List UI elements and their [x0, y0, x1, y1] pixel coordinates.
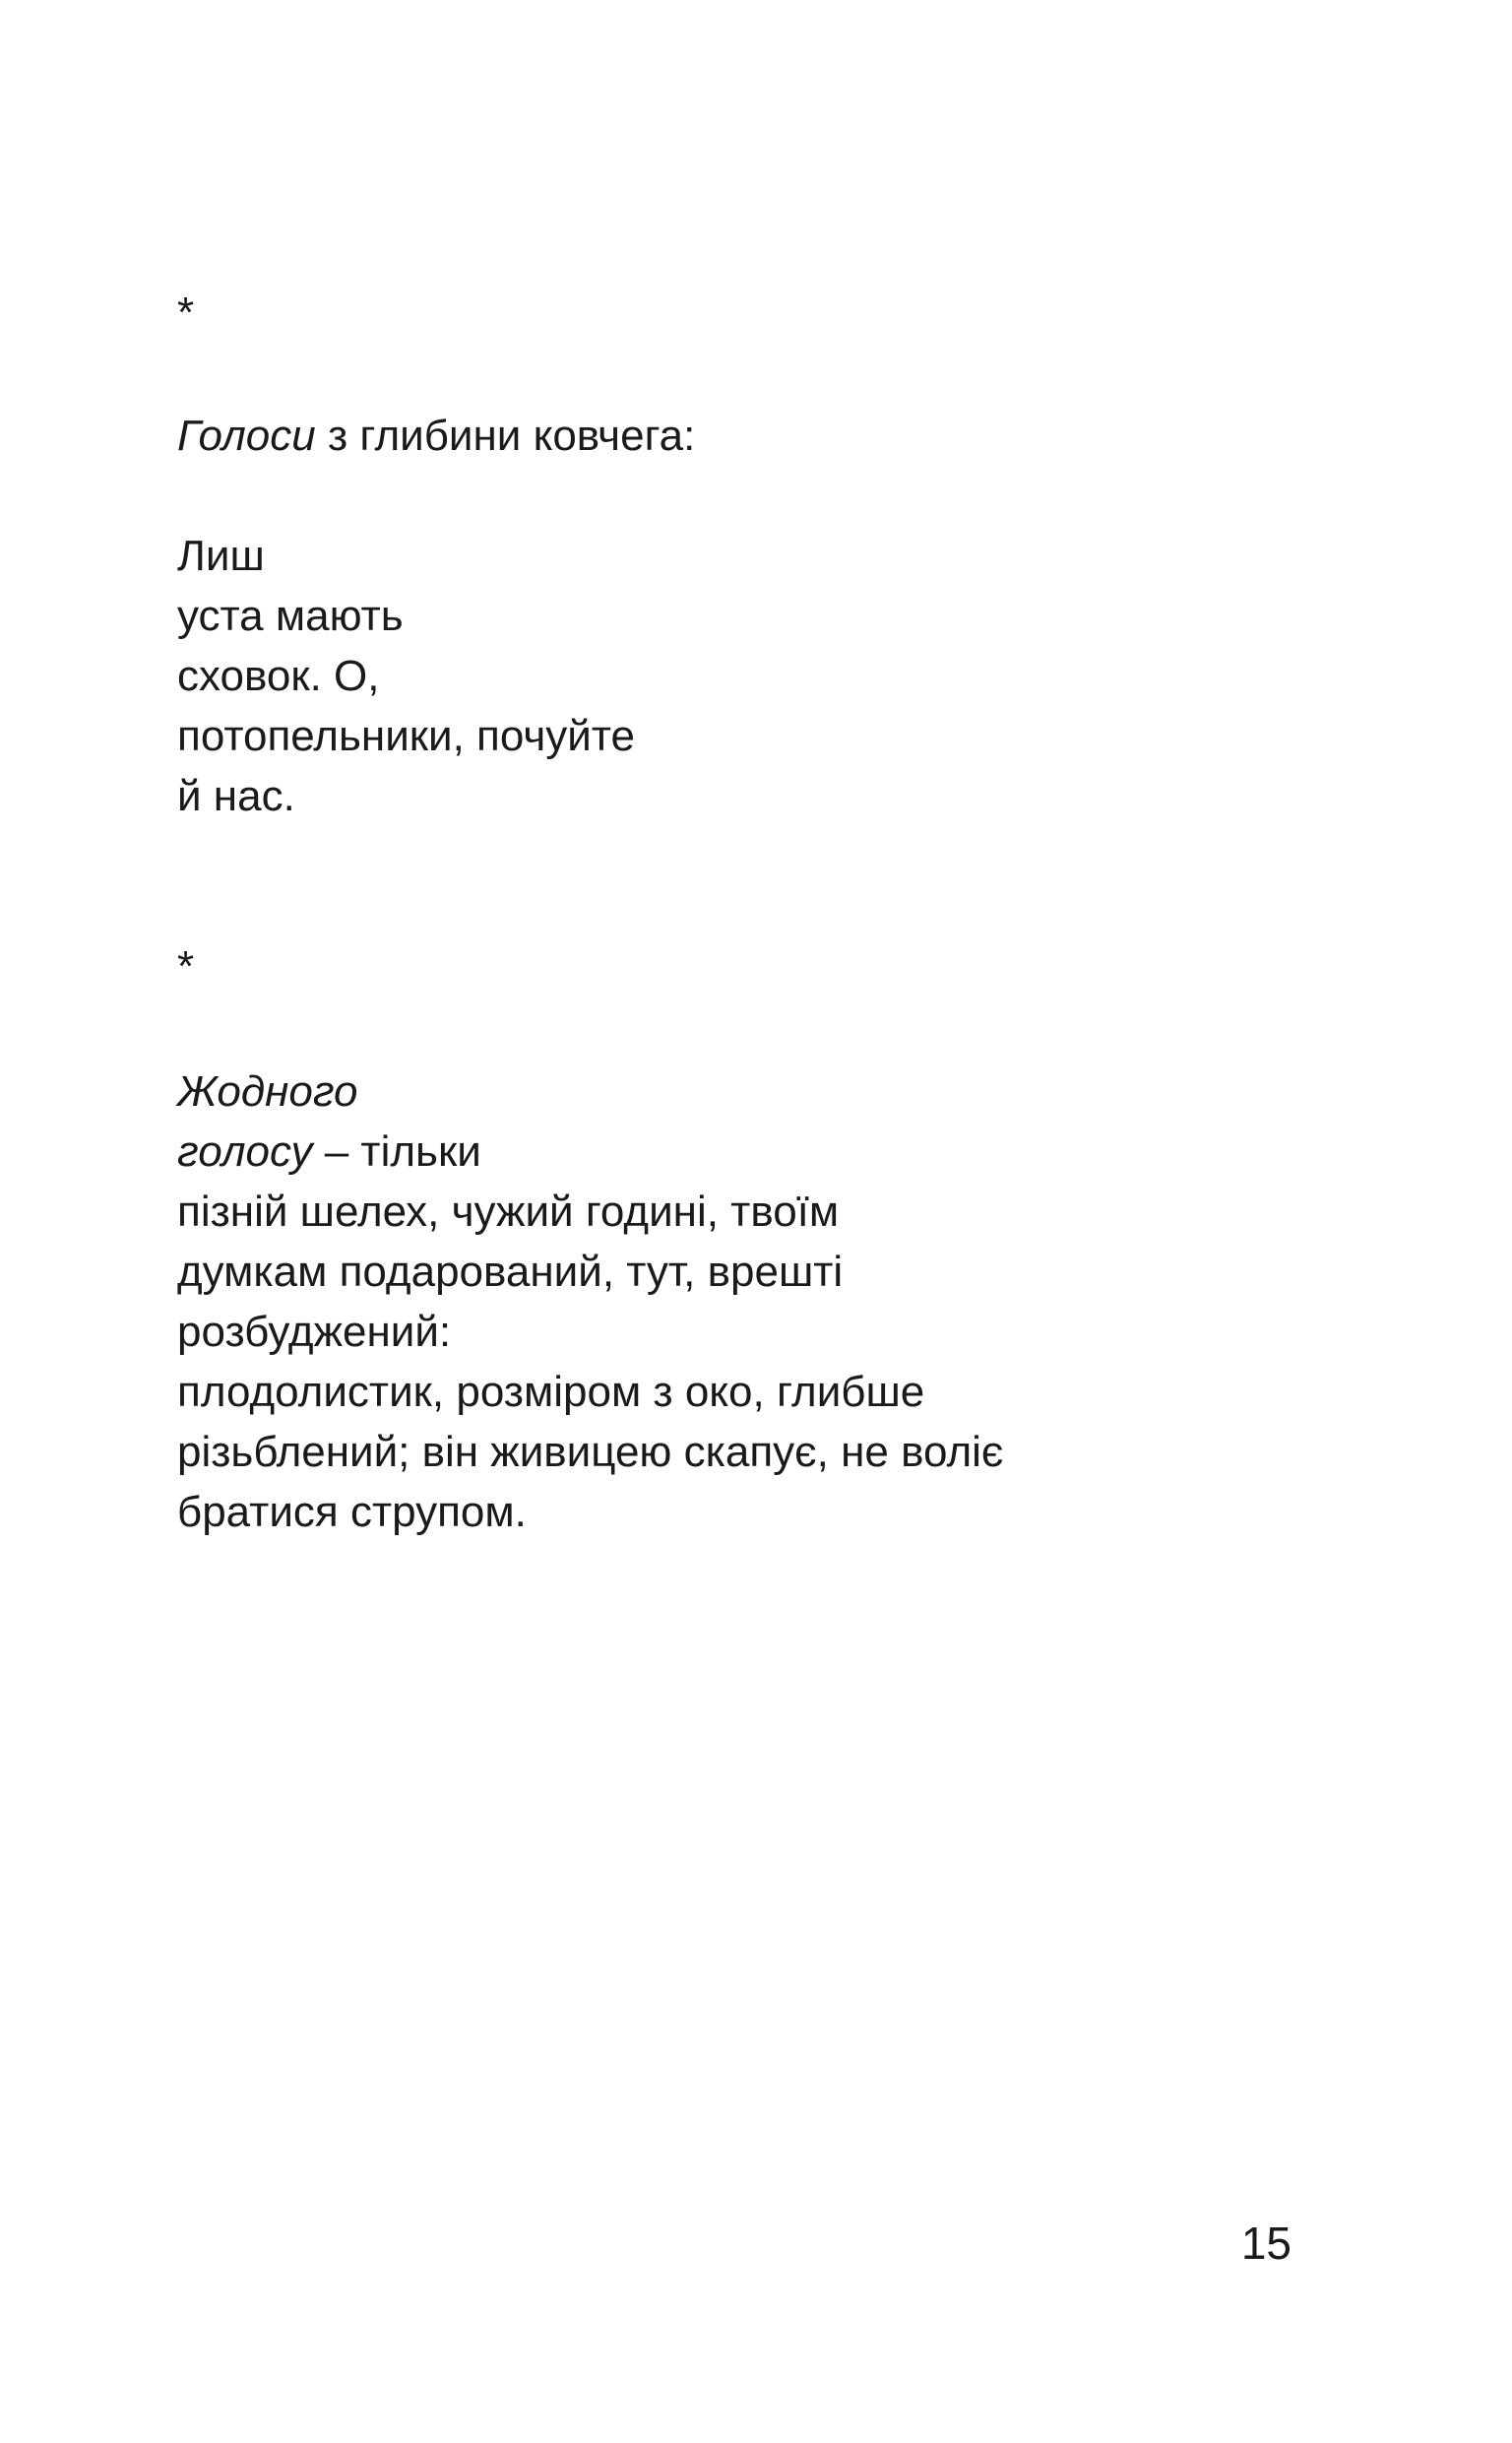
poem-line: розбуджений: — [177, 1308, 452, 1356]
poem-line: думкам подарований, тут, врешті — [177, 1248, 844, 1296]
poem-line: плодолистик, розміром з око, глибше — [177, 1368, 925, 1416]
section-1-poem — [177, 526, 635, 826]
poem-italic: голосу — [177, 1127, 313, 1176]
intro-italic: Голоси — [177, 412, 316, 460]
poem-line: й нас. — [177, 772, 295, 820]
page-number: 15 — [1240, 2218, 1292, 2269]
section-2-asterisk: * — [177, 942, 195, 991]
poem-line: Лиш — [177, 532, 265, 580]
section-2-poem — [177, 1061, 1003, 1542]
intro-line — [177, 406, 695, 466]
poem-rest: – тільки — [312, 1127, 481, 1176]
section-1-intro — [177, 406, 695, 466]
poem-line: потопельники, почуйте — [177, 712, 636, 760]
section-1-asterisk: * — [177, 289, 195, 337]
poem-line — [177, 1061, 1003, 1122]
poem-line: сховок. О, — [177, 652, 380, 700]
poem-italic: Жодного — [177, 1067, 358, 1116]
poem-line: уста мають — [177, 592, 404, 640]
poem-line — [177, 1122, 1003, 1182]
intro-rest: з глибини ковчега: — [315, 412, 696, 460]
poem-line: братися струпом. — [177, 1488, 527, 1536]
poem-line: пізній шелех, чужий годині, твоїм — [177, 1188, 840, 1236]
poem-line: різьблений; він живицею скапує, не воліє — [177, 1428, 1004, 1476]
